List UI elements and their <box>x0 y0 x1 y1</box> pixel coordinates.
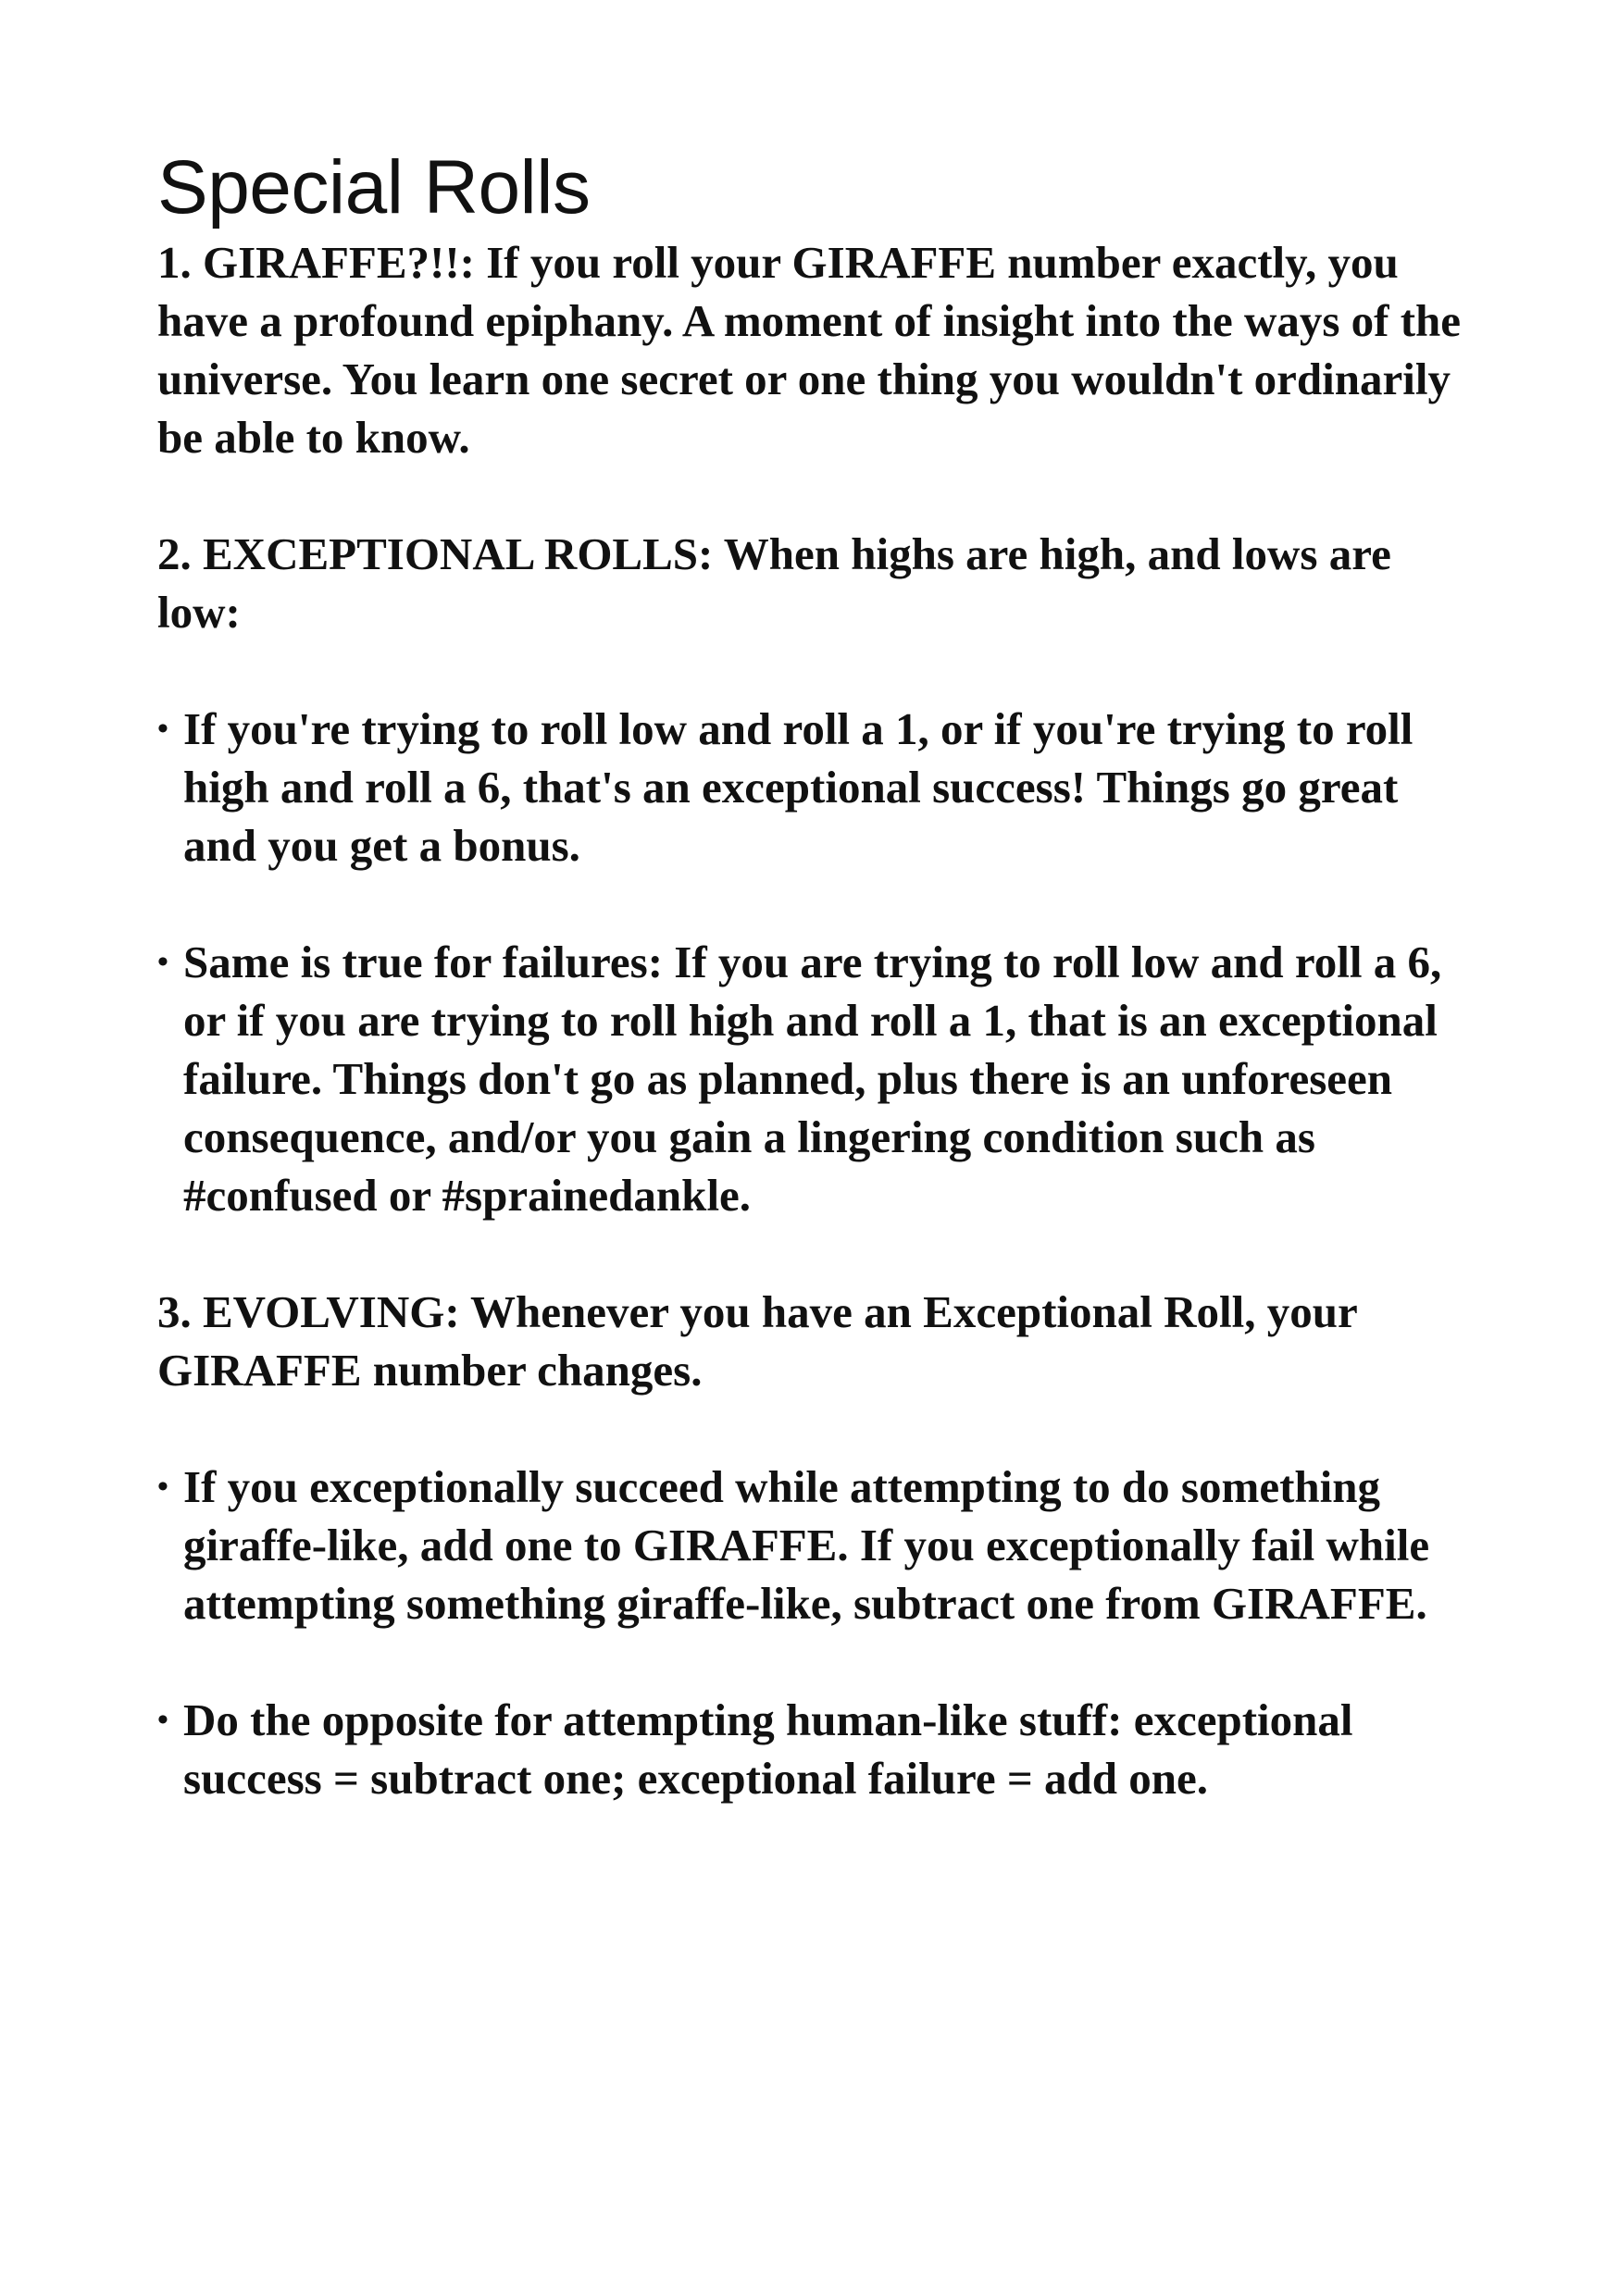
bullet-icon: • <box>157 712 168 746</box>
list-item <box>157 700 1472 875</box>
spacer <box>157 466 1472 525</box>
rule-giraffe: 1. GIRAFFE?!!: If you roll your GIRAFFE number exactly, you have a profound epiphany. A moment of insight into the ways of the universe. You learn one secret or one thing you wouldn't ordinarily be able to know. <box>157 237 1462 463</box>
page-title: Special Rolls <box>157 145 591 230</box>
bullet-text: If you're trying to roll low and roll a 1, or if you're trying to roll high and roll a 6, that's an exceptional success! Things go great and you get a bonus. <box>183 703 1414 871</box>
list-item <box>157 1691 1472 1807</box>
list-item <box>157 933 1472 1224</box>
bullet-icon: • <box>157 1703 168 1737</box>
spacer <box>157 1399 1472 1458</box>
bullet-icon: • <box>157 1470 168 1504</box>
spacer <box>157 641 1472 700</box>
spacer <box>157 1632 1472 1691</box>
spacer <box>157 875 1472 933</box>
rule-evolving-heading: 3. EVOLVING: Whenever you have an Exceptional Roll, your GIRAFFE number changes. <box>157 1286 1357 1396</box>
rule-exceptional-heading: 2. EXCEPTIONAL ROLLS: When highs are high, and lows are low: <box>157 528 1391 638</box>
bullet-icon: • <box>157 945 168 979</box>
spacer <box>157 1224 1472 1283</box>
bullet-text: Same is true for failures: If you are trying to roll low and roll a 6, or if you are trying to roll high and roll a 1, that is an exceptional failure. Things don't go as planned, plus there is an unforeseen consequence, and/or you gain a lingering condition such as #confused or #sprainedankle. <box>183 937 1442 1221</box>
document-page <box>157 139 1472 1807</box>
list-item <box>157 1458 1472 1632</box>
bullet-text: If you exceptionally succeed while attempting to do something giraffe-like, add one to GIRAFFE. If you exceptionally fail while attempting something giraffe-like, subtract one from GIRAFFE. <box>183 1461 1430 1629</box>
bullet-text: Do the opposite for attempting human-like stuff: exceptional success = subtract one; exceptional failure = add one. <box>183 1694 1353 1804</box>
